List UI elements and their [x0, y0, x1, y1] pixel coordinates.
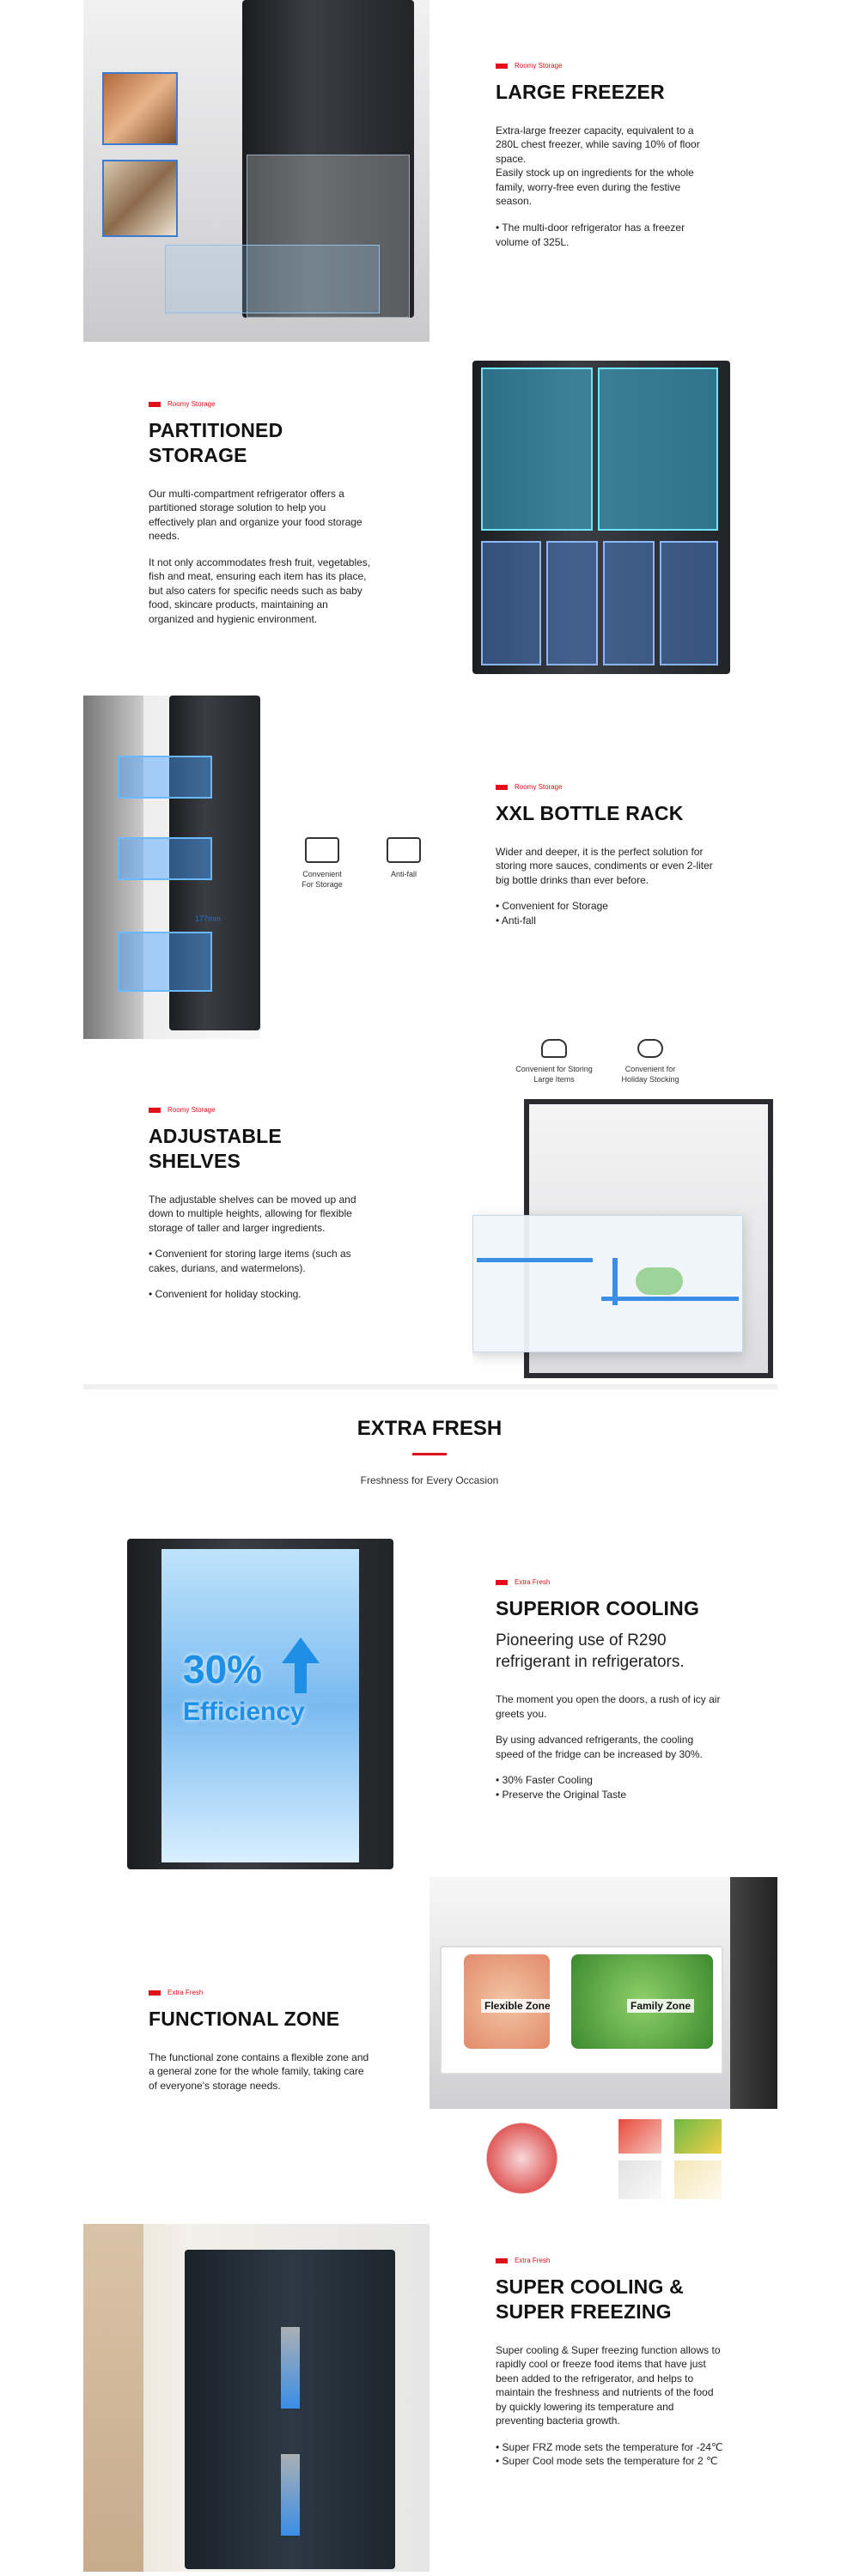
paragraph-2: By using advanced refrigerants, the cooling speed of the fridge can be increased by 30%. — [496, 1734, 703, 1760]
paragraph-1: The adjustable shelves can be moved up and down to multiple heights, allowing for flexible storage of taller and larger ingredients. — [149, 1193, 356, 1234]
rack-icon — [387, 837, 421, 863]
paragraph-1: The functional zone contains a flexible zone and a general zone for the whole family, taking care of everyone's storage needs. — [149, 2050, 369, 2092]
tag — [149, 400, 372, 408]
large-freezer-image — [83, 0, 430, 342]
subheading: Pioneering use of R290 refrigerant in refrigerators. — [496, 1631, 685, 1672]
paragraph-1: Our multi-compartment refrigerator offers a partitioned storage solution to help you effectively plan and organize your food storage needs. — [149, 487, 362, 543]
turkey-icon — [637, 1039, 663, 1058]
bottle-rack-image — [83, 696, 260, 1039]
shelf-closeup — [472, 1215, 743, 1352]
freeze-arrow-icon — [281, 2454, 300, 2536]
tag-marker — [496, 64, 508, 69]
pot-icon — [541, 1039, 567, 1058]
tag — [496, 783, 721, 791]
adjustable-text — [149, 1106, 370, 1302]
section-title: SUPERIOR COOLING — [496, 1597, 700, 1619]
large-items-icon — [515, 1039, 593, 1084]
section-functional-zone — [0, 1877, 859, 2221]
overlay-percent: 30% — [183, 1647, 263, 1692]
tag — [496, 1578, 723, 1586]
section-adjustable-shelves — [0, 1030, 859, 1391]
section-title: SUPER COOLING & SUPER FREEZING — [496, 2275, 684, 2323]
tag-marker — [149, 402, 161, 407]
fridge-door — [730, 1877, 777, 2109]
section-title: ADJUSTABLE SHELVES — [149, 1125, 282, 1172]
pot — [636, 1267, 683, 1295]
food-photo-2 — [102, 160, 178, 237]
paragraph-3: • Convenient for holiday stocking. — [149, 1288, 302, 1301]
storage-icon — [296, 837, 348, 890]
flexible-zone-label: Flexible Zone — [481, 1999, 554, 2013]
bullet-2: • Anti-fall — [496, 914, 536, 927]
bullet-1: • Convenient for Storage — [496, 900, 608, 913]
super-cooling-text — [496, 2257, 723, 2469]
section-title: PARTITIONED STORAGE — [149, 419, 283, 466]
item-4 — [674, 2160, 722, 2199]
superior-cooling-image — [127, 1539, 395, 1874]
section-extra-fresh-header — [0, 1417, 859, 1494]
food-plate — [481, 2117, 563, 2199]
cool-arrow-icon — [281, 2327, 300, 2409]
drawer-1 — [481, 541, 541, 665]
tag — [149, 1989, 374, 1996]
wood-cabinet — [83, 2224, 143, 2572]
tag — [149, 1106, 370, 1114]
item-2 — [674, 2119, 722, 2154]
bullet-1: • 30% Faster Cooling — [496, 1774, 593, 1787]
tag-marker — [149, 1990, 161, 1996]
section-title: LARGE FREEZER — [496, 81, 665, 103]
paragraph-1: Wider and deeper, it is the perfect solution for storing more sauces, condiments or even 2-liter big bottle drinks than ever before. — [496, 845, 713, 886]
functional-zone-image — [430, 1877, 777, 2109]
family-zone-label: Family Zone — [627, 1999, 694, 2013]
tag — [496, 62, 717, 70]
up-arrow-icon — [282, 1637, 320, 1663]
bullets — [496, 2440, 723, 2469]
heading: EXTRA FRESH — [356, 1417, 503, 1440]
bottles-icon — [305, 837, 339, 863]
drawer-3 — [603, 541, 655, 665]
paragraph-1: Extra-large freezer capacity, equivalent to a 280L chest freezer, while saving 10% of floor space. — [496, 124, 700, 165]
section-divider — [83, 1384, 777, 1389]
paragraph-2: Easily stock up on ingredients for the whole family, worry-free even during the festive season. — [496, 167, 694, 208]
tag-marker — [496, 785, 508, 790]
tag-label: Roomy Storage — [168, 400, 216, 408]
section-superior-cooling — [0, 1537, 859, 1880]
superior-cooling-text — [496, 1578, 723, 1801]
icon-label: Convenient for Holiday Stocking — [621, 1065, 679, 1084]
tag — [496, 2257, 723, 2264]
tag-marker — [149, 1108, 161, 1113]
anti-fall-icon — [378, 837, 430, 880]
large-freezer-text — [496, 62, 717, 249]
tag-label: Roomy Storage — [515, 62, 563, 70]
heading-underline — [412, 1453, 447, 1455]
rack-2 — [118, 837, 212, 880]
adjust-arrow — [612, 1258, 618, 1305]
paragraph-1: The moment you open the doors, a rush of icy air greets you. — [496, 1693, 721, 1720]
section-large-freezer — [0, 0, 859, 343]
tag-marker — [496, 2258, 508, 2263]
tag-label: Extra Fresh — [515, 1578, 551, 1586]
icon-label: Anti-fall — [390, 870, 417, 878]
paragraph-1: Super cooling & Super freezing function allows to rapidly cool or freeze food items that have just been added to the refrigerator, and helps to maintain the freshness and nutrients of the food by quickly lowering its temperature and preventing bacteria growth. — [496, 2343, 721, 2427]
storage-examples-image — [477, 2109, 734, 2208]
drawer-2 — [546, 541, 598, 665]
partitioned-image — [471, 361, 737, 691]
subheading: Freshness for Every Occasion — [360, 1474, 499, 1486]
food-photo-1 — [102, 72, 178, 145]
up-arrow-shaft — [295, 1663, 307, 1693]
bullets — [496, 899, 721, 927]
tag-label: Extra Fresh — [168, 1989, 204, 1996]
icon-label: Convenient For Storage — [302, 870, 343, 889]
fridge-compartment-right — [598, 368, 718, 531]
section-bottle-rack — [0, 696, 859, 1056]
tag-label: Roomy Storage — [515, 783, 563, 791]
measure-label: 177mm — [195, 914, 222, 923]
item-3 — [618, 2160, 661, 2199]
functional-zone-text — [149, 1989, 374, 2093]
rack-1 — [118, 756, 212, 799]
drawer-4 — [660, 541, 718, 665]
bullet-2: • Preserve the Original Taste — [496, 1788, 627, 1801]
partitioned-text — [149, 400, 372, 626]
bullet: • The multi-door refrigerator has a freezer volume of 325L. — [496, 222, 685, 248]
section-title: XXL BOTTLE RACK — [496, 802, 684, 824]
section-super-cooling — [0, 2224, 859, 2576]
paragraph — [496, 124, 717, 209]
shelf-lower — [601, 1297, 739, 1301]
item-1 — [618, 2119, 661, 2154]
paragraph-2: It not only accommodates fresh fruit, vegetables, fish and meat, ensuring each item has its place, but also caters for specific needs such as baby food, skincare products, maintaining an organized and hygienic environment. — [149, 556, 371, 625]
chest-outline — [165, 245, 380, 313]
tag-marker — [496, 1580, 508, 1585]
bullet-1: • Super FRZ mode sets the temperature for -24℃ — [496, 2440, 723, 2453]
icon-label: Convenient for Storing Large Items — [515, 1065, 593, 1084]
overlay-word: Efficiency — [183, 1698, 305, 1726]
tag-label: Roomy Storage — [168, 1106, 216, 1114]
holiday-icon — [612, 1039, 689, 1084]
shelf-upper — [477, 1258, 593, 1262]
section-title: FUNCTIONAL ZONE — [149, 2008, 340, 2030]
adjustable-image — [472, 1099, 777, 1382]
bullets — [496, 1773, 723, 1801]
section-partitioned-storage — [0, 343, 859, 696]
paragraph-2: • Convenient for storing large items (such as cakes, durians, and watermelons). — [149, 1248, 351, 1274]
fridge-compartment-left — [481, 368, 593, 531]
super-cooling-image — [83, 2224, 430, 2572]
rack-3 — [118, 932, 212, 992]
bullet-2: • Super Cool mode sets the temperature for 2 ℃ — [496, 2455, 718, 2468]
tag-label: Extra Fresh — [515, 2257, 551, 2264]
bottle-rack-text — [496, 783, 721, 927]
